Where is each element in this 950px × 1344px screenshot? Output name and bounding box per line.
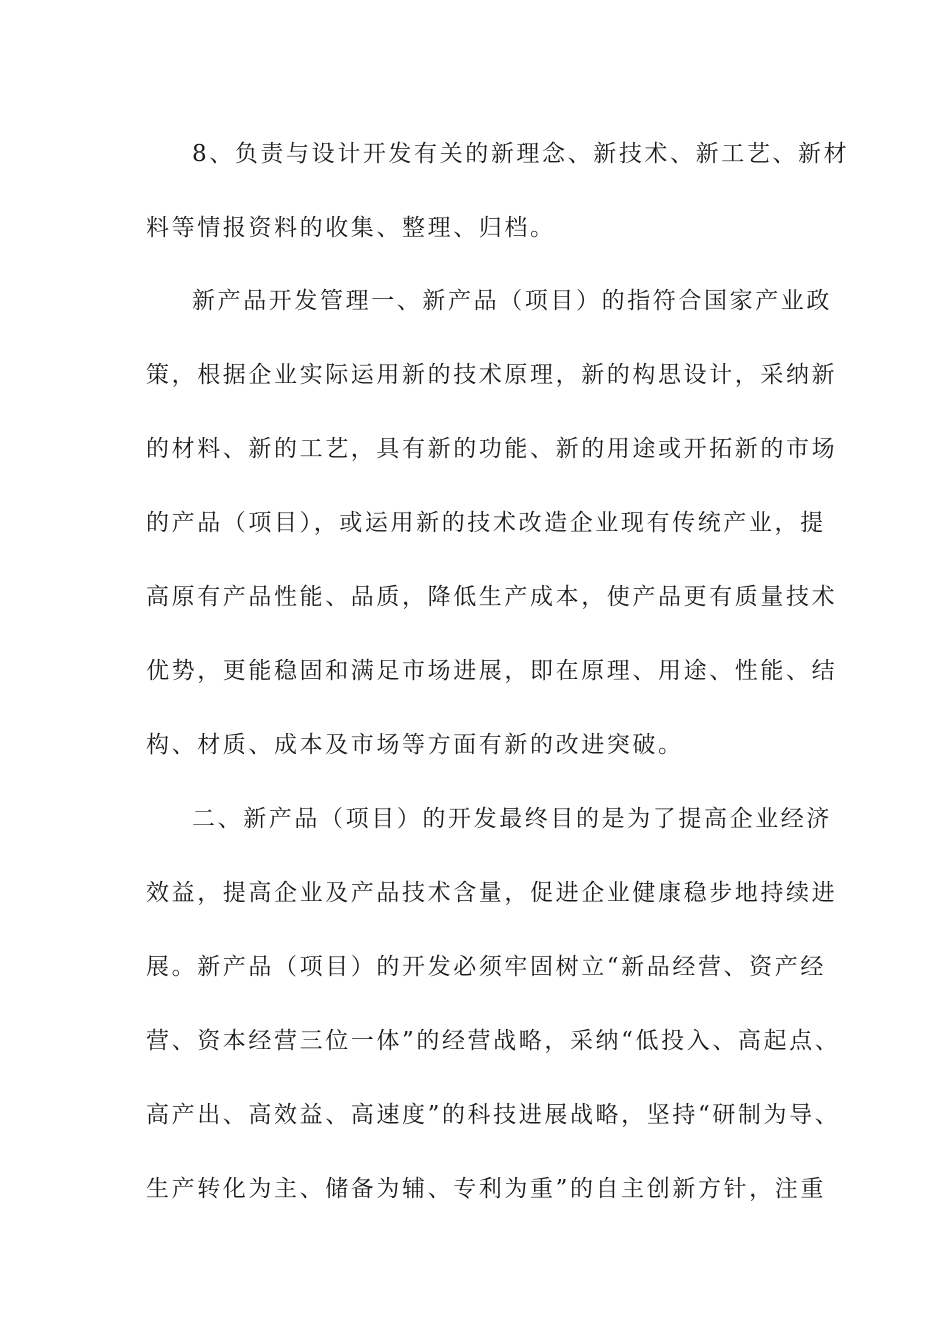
text-line-8: 优势，更能稳固和满足市场进展，即在原理、用途、性能、结 — [146, 658, 838, 684]
text-line-5: 的材料、新的工艺，具有新的功能、新的用途或开拓新的市场 — [146, 436, 838, 462]
text-line-15: 生产转化为主、储备为辅、专利为重”的自主创新方针，注重 — [146, 1176, 826, 1202]
text-line-9: 构、材质、成本及市场等方面有新的改进突破。 — [146, 732, 684, 758]
text-line-13: 营、资本经营三位一体”的经营战略，采纳“低投入、高起点、 — [146, 1028, 841, 1054]
text-line-7: 高原有产品性能、品质，降低生产成本，使产品更有质量技术 — [146, 584, 838, 610]
text-line-3: 新产品开发管理一、新产品（项目）的指符合国家产业政 — [192, 288, 832, 314]
text-line-12: 展。新产品（项目）的开发必须牢固树立“新品经营、资产经 — [146, 954, 826, 980]
text-line-10: 二、新产品（项目）的开发最终目的是为了提高企业经济 — [192, 806, 832, 832]
text-line-2: 料等情报资料的收集、整理、归档。 — [146, 215, 556, 241]
text-line-14: 高产出、高效益、高速度”的科技进展战略，坚持“研制为导、 — [146, 1102, 841, 1128]
text-line-1: 8、负责与设计开发有关的新理念、新技术、新工艺、新材 — [192, 141, 850, 167]
text-line-4: 策，根据企业实际运用新的技术原理，新的构思设计，采纳新 — [146, 362, 838, 388]
text-line-6: 的产品（项目），或运用新的技术改造企业现有传统产业，提 — [146, 510, 826, 536]
text-line-11: 效益，提高企业及产品技术含量，促进企业健康稳步地持续进 — [146, 880, 838, 906]
